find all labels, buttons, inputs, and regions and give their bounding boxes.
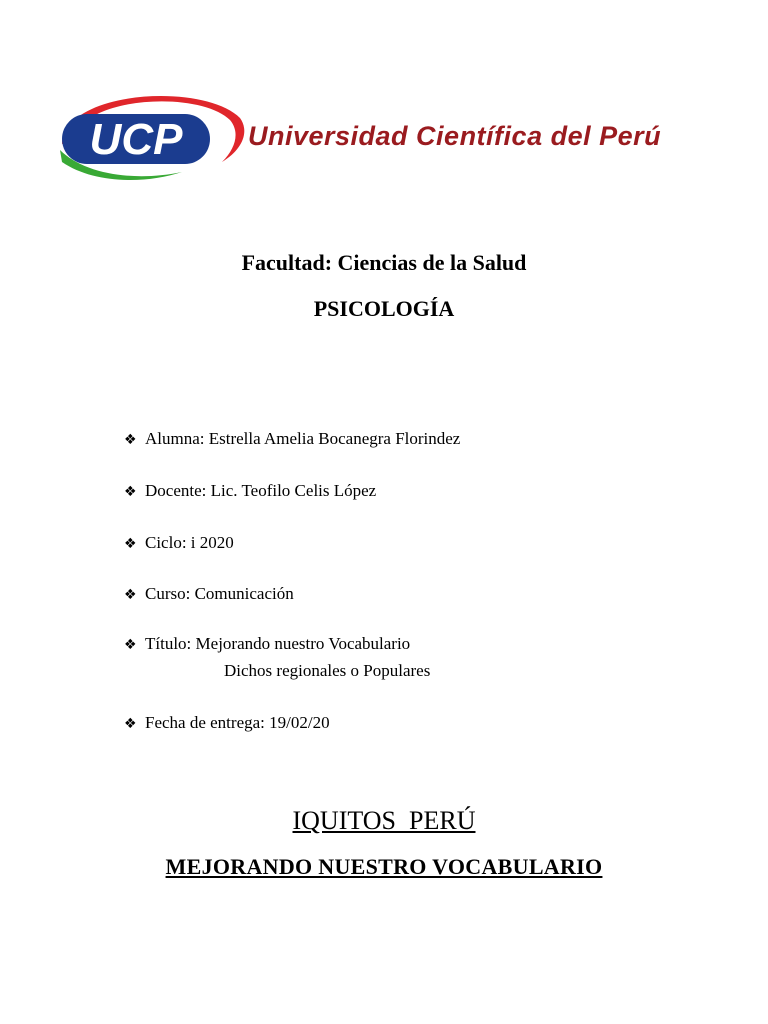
info-item-title (124, 634, 410, 654)
document-heading: MEJORANDO NUESTRO VOCABULARIO (165, 854, 603, 879)
info-item-label: Ciclo: i 2020 (145, 533, 234, 552)
info-item-student (124, 429, 460, 449)
faculty-title: Facultad: Ciencias de la Salud (241, 250, 527, 275)
info-item-label: Docente: Lic. Teofilo Celis López (145, 481, 377, 500)
info-item-label: Fecha de entrega: 19/02/20 (145, 713, 330, 732)
info-item-label: Título: Mejorando nuestro Vocabulario (145, 634, 411, 653)
diamond-dots-icon: ❖ (124, 587, 137, 603)
info-item-teacher (124, 481, 376, 501)
ucp-logo (54, 88, 694, 188)
diamond-dots-icon: ❖ (124, 637, 137, 653)
diamond-dots-icon: ❖ (124, 432, 137, 448)
university-name: Universidad Científica del Perú (248, 121, 662, 151)
diamond-dots-icon: ❖ (124, 484, 137, 500)
info-item-due-date (124, 713, 330, 733)
program-title: PSICOLOGÍA (313, 296, 455, 321)
diamond-dots-icon: ❖ (124, 536, 137, 552)
info-item-course (124, 584, 294, 604)
diamond-dots-icon: ❖ (124, 716, 137, 732)
info-item-cycle (124, 533, 234, 553)
info-item-label: Curso: Comunicación (145, 584, 294, 603)
info-item-title-continuation: Dichos regionales o Populares (224, 661, 431, 680)
logo-acronym: UCP (89, 115, 183, 164)
city-line: IQUITOS_PERÚ (292, 806, 476, 835)
info-item-label: Alumna: Estrella Amelia Bocanegra Florindez (145, 429, 461, 448)
